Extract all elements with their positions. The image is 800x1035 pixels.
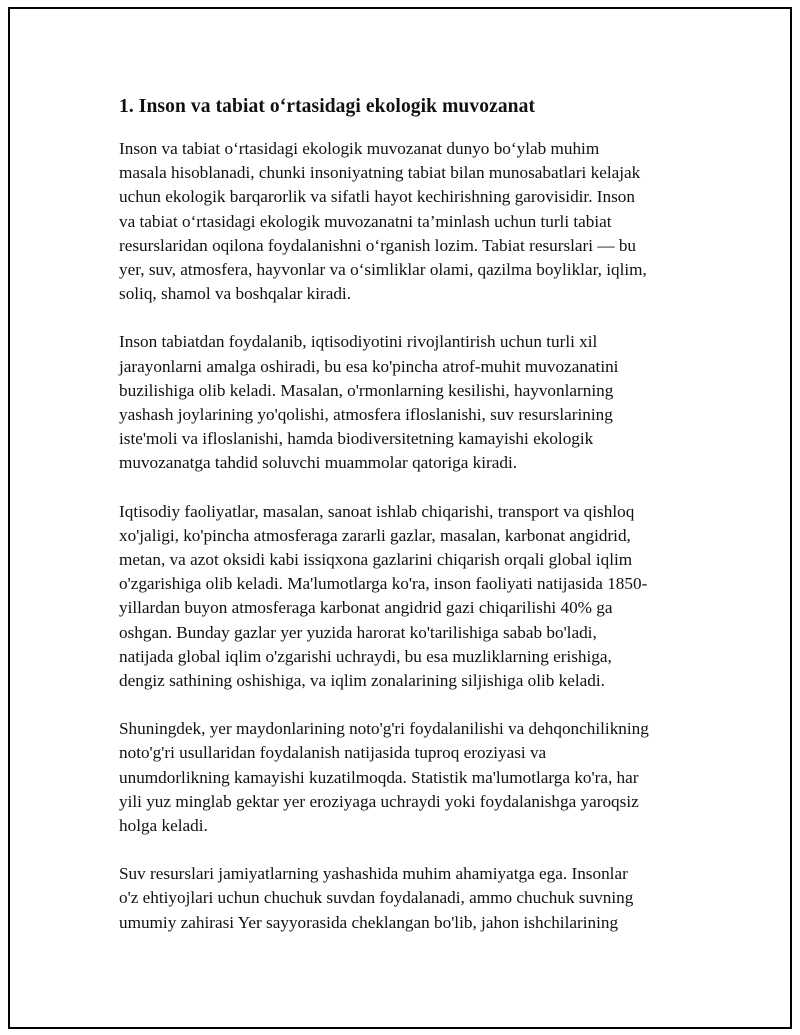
document-body bbox=[119, 95, 699, 959]
paragraph-1: Inson va tabiat o‘rtasidagi ekologik muvozanat dunyo bo‘ylab muhim masala hisoblanadi, chunki insoniyatning tabiat bilan munosabatlari kelajak uchun ekologik barqarorlik va sifatli hayot kechirishning garovisidir. Inson va tabiat o‘rtasidagi ekologik muvozanatni ta’minlash uchun turli tabiat resurslaridan oqilona foydalanishni o‘rganish lozim. Tabiat resurslari — bu yer, suv, atmosfera, hayvonlar va o‘simliklar olami, qazilma boyliklar, iqlim, soliq, shamol va boshqalar kiradi. bbox=[119, 139, 647, 304]
paragraph-5: Suv resurslari jamiyatlarning yashashida muhim ahamiyatga ega. Insonlar o'z ehtiyojlari uchun chuchuk suvdan foydalanadi, ammo chuchuk suvning umumiy zahirasi Yer sayyorasida cheklangan bo'lib, jahon ishchilarining bbox=[119, 864, 634, 932]
paragraph-2: Inson tabiatdan foydalanib, iqtisodiyotini rivojlantirish uchun turli xil jarayonlarni amalga oshiradi, bu esa ko'pincha atrof-muhit muvozanatini buzilishiga olib keladi. Masalan, o'rmonlarning kesilishi, hayvonlarning yashash joylarining yo'qolishi, atmosfera ifloslanishi, suv resurslarining iste'moli va ifloslanishi, hamda biodiversitetning kamayishi ekologik muvozanatga tahdid soluvchi muammolar qatoriga kiradi. bbox=[119, 332, 619, 473]
page-frame bbox=[8, 7, 792, 1029]
section-title: 1. Inson va tabiat o‘rtasidagi ekologik muvozanat bbox=[119, 96, 536, 117]
paragraph-3: Iqtisodiy faoliyatlar, masalan, sanoat ishlab chiqarishi, transport va qishloq xo'jaligi, ko'pincha atmosferaga zararli gazlar, masalan, karbonat angidrid, metan, va azot oksidi kabi issiqxona gazlarini chiqarish orqali global iqlim o'zgarishiga olib keladi. Ma'lumotlarga ko'ra, inson faoliyati natijasida 1850- yillardan buyon atmosferaga karbonat angidrid gazi chiqarilishi 40% ga oshgan. Bunday gazlar yer yuzida harorat ko'tarilishiga sabab bo'ladi, natijada global iqlim o'zgarishi uchraydi, bu esa muzliklarning erishiga, dengiz sathining oshishiga, va iqlim zonalarining siljishiga olib keladi. bbox=[119, 501, 648, 691]
paragraph-4: Shuningdek, yer maydonlarining noto'g'ri foydalanilishi va dehqonchilikning noto'g'ri usullaridan foydalanish natijasida tuproq eroziyasi va unumdorlikning kamayishi kuzatilmoqda. Statistik ma'lumotlarga ko'ra, har yili yuz minglab gektar yer eroziyaga uchraydi yoki foydalanishga yaroqsiz holga keladi. bbox=[119, 719, 649, 836]
